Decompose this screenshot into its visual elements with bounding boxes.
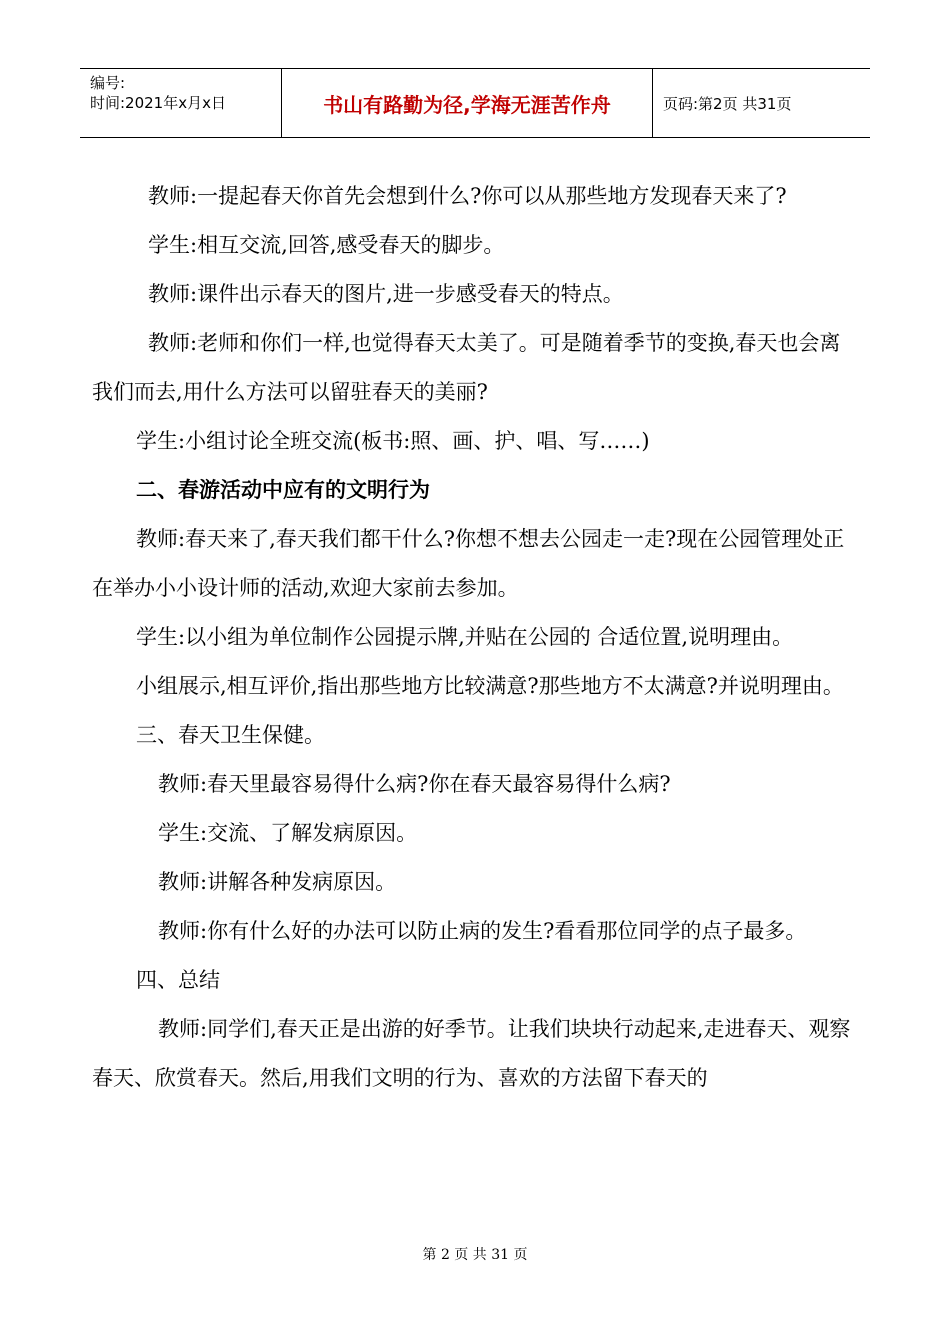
paragraph: 三、春天卫生保健。 [136, 723, 325, 747]
paragraph: 教师:你有什么好的办法可以防止病的发生?看看那位同学的点子最多。 [158, 919, 807, 943]
page-footer: 第 2 页 共 31 页 [422, 1247, 528, 1263]
paragraph: 教师:同学们,春天正是出游的好季节。让我们块块行动起来,走进春天、观察春天、欣赏春天。然后,用我们文明的行为、喜欢的方法留下春天的 [92, 1017, 851, 1090]
paragraph: 学生:以小组为单位制作公园提示牌,并贴在公园的 合适位置,说明理由。 [136, 625, 794, 649]
page-header [80, 68, 870, 138]
header-motto: 书山有路勤为径,学海无涯苦作舟 [281, 69, 653, 137]
paragraph: 教师:讲解各种发病原因。 [158, 870, 397, 894]
header-number: 编号: [90, 74, 126, 92]
paragraph: 教师:课件出示春天的图片,进一步感受春天的特点。 [148, 282, 624, 306]
header-page-info: 页码:第2页 共31页 [663, 94, 792, 113]
paragraph: 学生:小组讨论全班交流(板书:照、画、护、唱、写……) [136, 429, 650, 453]
paragraph: 小组展示,相互评价,指出那些地方比较满意?那些地方不太满意?并说明理由。 [136, 674, 844, 698]
document-body [92, 172, 860, 1103]
paragraph: 教师:春天里最容易得什么病?你在春天最容易得什么病? [158, 772, 671, 796]
paragraph: 四、总结 [136, 968, 220, 992]
header-time: 时间:2021年x月x日 [90, 94, 226, 112]
paragraph: 学生:交流、了解发病原因。 [158, 821, 418, 845]
paragraph: 学生:相互交流,回答,感受春天的脚步。 [148, 233, 505, 257]
header-meta [80, 69, 281, 137]
paragraph: 教师:一提起春天你首先会想到什么?你可以从那些地方发现春天来了? [148, 184, 787, 208]
paragraph: 教师:春天来了,春天我们都干什么?你想不想去公园走一走?现在公园管理处正在举办小小设计师的活动,欢迎大家前去参加。 [92, 527, 845, 600]
paragraph: 教师:老师和你们一样,也觉得春天太美了。可是随着季节的变换,春天也会离我们而去,用什么方法可以留驻春天的美丽? [92, 331, 841, 404]
section-heading: 二、春游活动中应有的文明行为 [136, 478, 430, 502]
